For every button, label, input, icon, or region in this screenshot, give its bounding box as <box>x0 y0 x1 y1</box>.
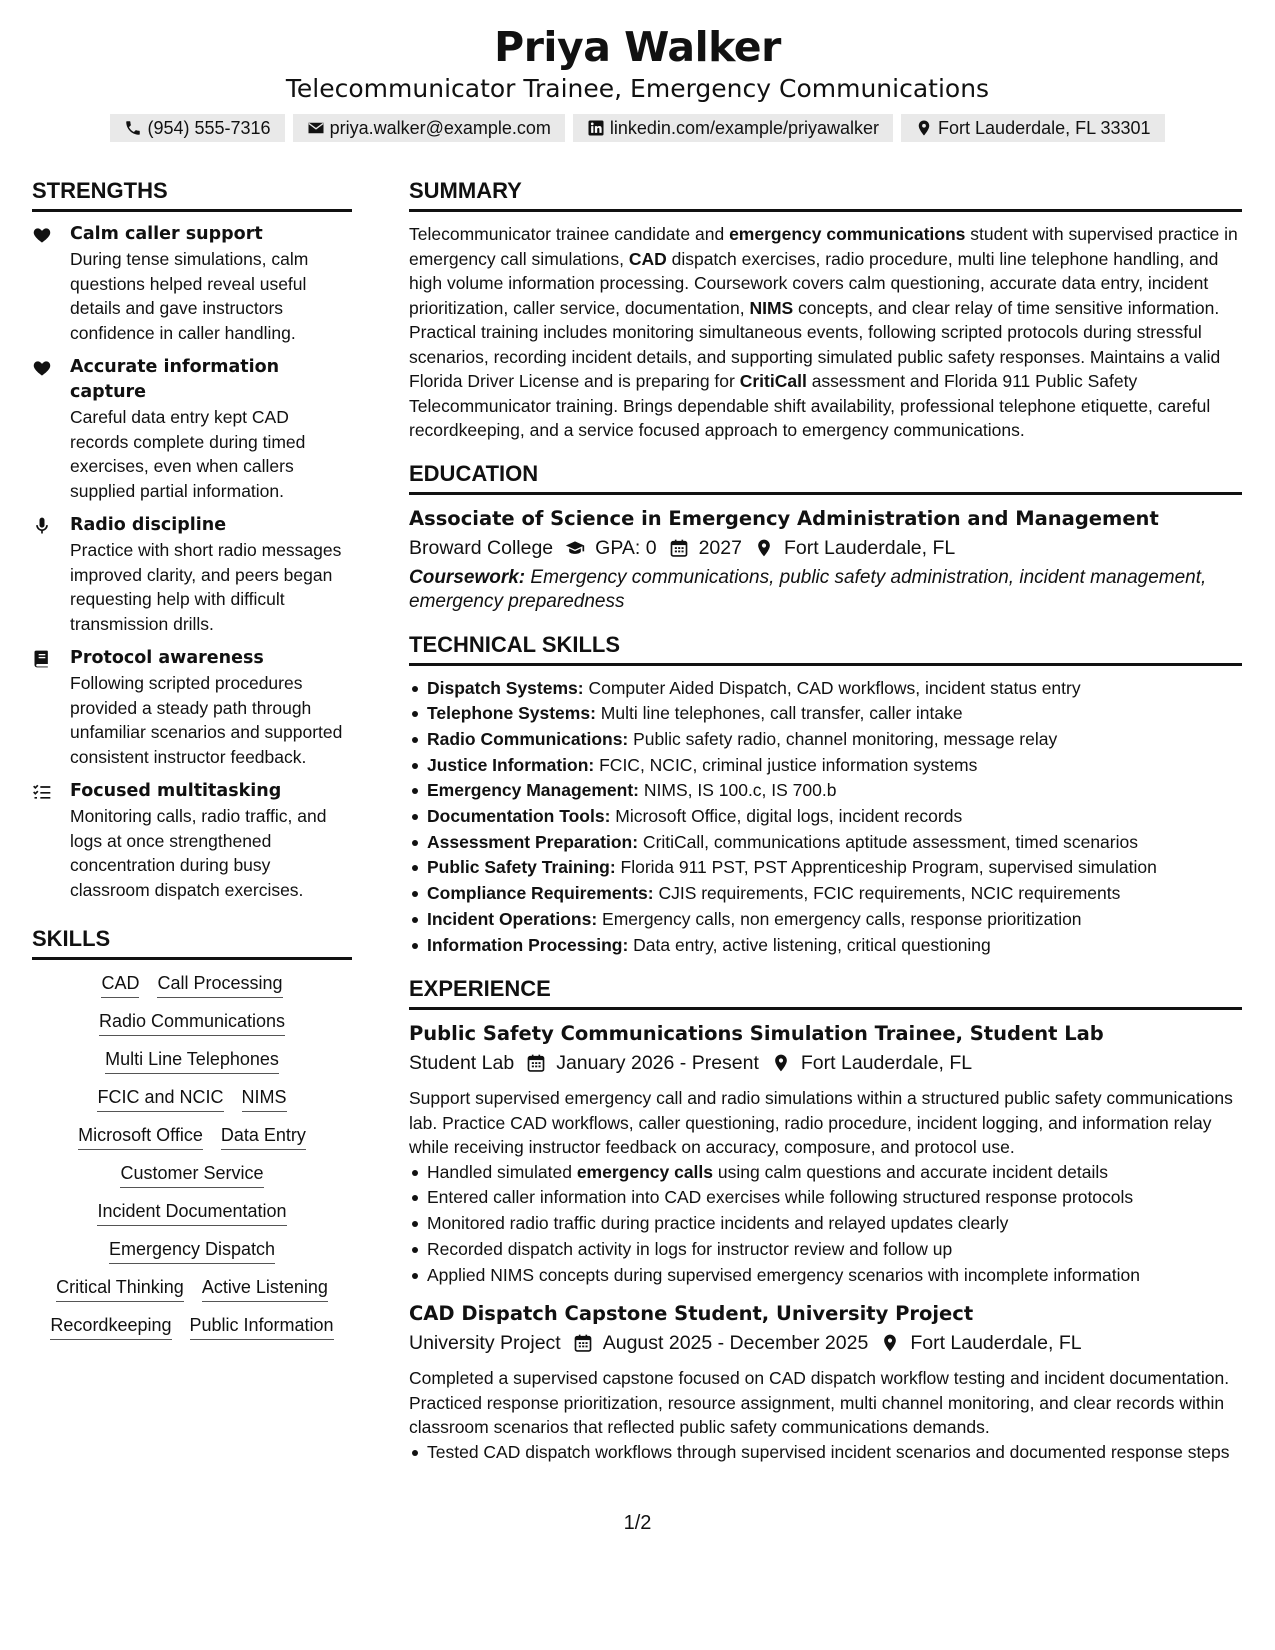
skill-row <box>32 1200 352 1226</box>
education-section <box>409 459 1242 614</box>
list-item: Information Processing: Data entry, active listening, critical questioning <box>409 933 1242 959</box>
job-meta <box>409 1048 1242 1078</box>
linkedin-contact[interactable] <box>573 114 893 142</box>
candidate-name: Priya Walker <box>494 23 781 71</box>
coursework: Coursework: Emergency communications, public safety administration, incident management, emergency preparedness <box>409 566 1207 612</box>
location-contact <box>901 114 1164 142</box>
graduation-cap-icon <box>565 538 585 558</box>
list-item: Tested CAD dispatch workflows through supervised incident scenarios and documented response steps <box>409 1440 1242 1466</box>
skill-row <box>32 1086 352 1112</box>
skill-tag: Radio Communications <box>99 1010 285 1036</box>
skill-tag: Microsoft Office <box>78 1124 203 1150</box>
gpa: GPA: 0 <box>595 536 657 559</box>
list-item: Telephone Systems: Multi line telephones, call transfer, caller intake <box>409 701 1242 727</box>
microphone-icon <box>32 516 52 536</box>
skill-tag: Critical Thinking <box>56 1276 184 1302</box>
education-meta <box>409 533 1242 563</box>
phone-contact[interactable] <box>110 114 284 142</box>
summary-heading: SUMMARY <box>409 176 1242 212</box>
list-item: Public Safety Training: Florida 911 PST, PST Apprenticeship Program, supervised simulation <box>409 855 1242 881</box>
candidate-title: Telecommunicator Trainee, Emergency Communications <box>285 74 990 103</box>
strength-item <box>32 513 352 636</box>
job-location: Fort Lauderdale, FL <box>800 1052 973 1075</box>
job-title: Public Safety Communications Simulation Trainee, Student Lab <box>409 1022 1104 1046</box>
location-icon <box>880 1333 900 1353</box>
list-item: Incident Operations: Emergency calls, non emergency calls, response prioritization <box>409 907 1242 933</box>
list-item: Justice Information: FCIC, NCIC, criminal justice information systems <box>409 753 1242 779</box>
strength-item <box>32 646 352 769</box>
strengths-list <box>32 222 352 902</box>
technical-skills-section <box>409 630 1242 959</box>
job-location: Fort Lauderdale, FL <box>910 1332 1082 1355</box>
location-icon <box>754 538 774 558</box>
location-text: Fort Lauderdale, FL 33301 <box>938 117 1151 138</box>
summary-text: Telecommunicator trainee candidate and emergency communications student with supervised practice in emergency call simulations, CAD dispatch exercises, radio procedure, multi line telephone handling, and high volume information processing. Coursework covers calm questioning, accurate data entry, incident prioritization, caller service, documentation, NIMS concepts, and clear relay of time sensitive information. Practical training includes monitoring simultaneous events, following scripted protocols during stressful scenarios, recording incident details, and supporting simulated public safety responses. Maintains a valid Florida Driver License and is preparing for CritiCall assessment and Florida 911 Public Safety Telecommunicator training. Brings dependable shift availability, professional telephone etiquette, careful recordkeeping, and a service focused approach to emergency communications. <box>409 224 1238 440</box>
calendar-icon <box>669 538 689 558</box>
location-icon <box>915 119 933 137</box>
job-entry <box>409 1300 1242 1465</box>
skill-tag: Multi Line Telephones <box>105 1048 279 1074</box>
strength-desc: Following scripted procedures provided a steady path through unfamiliar scenarios and supported consistent instructor feedback. <box>70 673 343 767</box>
skills-heading: SKILLS <box>32 924 352 960</box>
list-item: Compliance Requirements: CJIS requirements, FCIC requirements, NCIC requirements <box>409 881 1242 907</box>
skill-row <box>32 972 352 998</box>
job-description: Completed a supervised capstone focused on CAD dispatch workflow testing and incident documentation. Practiced response prioritization, resource assignment, multi channel monitoring, and clear records within classroom scenarios that reflected public safety communications demands. <box>409 1368 1230 1438</box>
job-dates: August 2025 - December 2025 <box>602 1332 869 1355</box>
technical-skills-heading: TECHNICAL SKILLS <box>409 630 1242 666</box>
job-org: Student Lab <box>409 1052 515 1075</box>
strength-title: Calm caller support <box>70 224 263 244</box>
job-entry <box>409 1020 1242 1288</box>
list-item: Entered caller information into CAD exercises while following structured response protocols <box>409 1185 1242 1211</box>
list-item: Applied NIMS concepts during supervised emergency scenarios with incomplete information <box>409 1263 1242 1289</box>
skills-section <box>32 924 352 1340</box>
skill-row <box>32 1162 352 1188</box>
book-icon <box>32 649 52 669</box>
strength-desc: During tense simulations, calm questions helped reveal useful details and gave instructors confidence in caller handling. <box>70 249 309 343</box>
list-item: Emergency Management: NIMS, IS 100.c, IS 700.b <box>409 778 1242 804</box>
email-icon <box>307 119 325 137</box>
technical-skills-list <box>409 676 1242 959</box>
strength-desc: Practice with short radio messages improved clarity, and peers began requesting help with difficult transmission drills. <box>70 540 342 634</box>
strength-item <box>32 779 352 902</box>
list-item: Assessment Preparation: CritiCall, communications aptitude assessment, timed scenarios <box>409 830 1242 856</box>
linkedin-text: linkedin.com/example/priyawalker <box>609 117 880 138</box>
resume-header <box>0 20 1275 142</box>
skill-tag: Emergency Dispatch <box>109 1238 275 1264</box>
skill-tag: CAD <box>101 972 139 998</box>
list-item: Monitored radio traffic during practice incidents and relayed updates clearly <box>409 1211 1242 1237</box>
summary-section <box>409 176 1242 443</box>
left-column <box>32 176 352 1348</box>
job-meta <box>409 1328 1242 1358</box>
strength-title: Radio discipline <box>70 515 227 535</box>
school-name: Broward College <box>409 536 554 559</box>
skill-row <box>32 1048 352 1074</box>
strength-title: Protocol awareness <box>70 648 264 668</box>
job-dates: January 2026 - Present <box>556 1052 759 1075</box>
education-heading: EDUCATION <box>409 459 1242 495</box>
skill-tag: Incident Documentation <box>97 1200 286 1226</box>
list-item: Recorded dispatch activity in logs for instructor review and follow up <box>409 1237 1242 1263</box>
job-bullets <box>409 1440 1242 1466</box>
heart-icon <box>32 225 52 245</box>
heart-icon <box>32 358 52 378</box>
job-title: CAD Dispatch Capstone Student, University Project <box>409 1302 974 1326</box>
right-column <box>409 176 1242 1481</box>
job-description: Support supervised emergency call and radio simulations within a structured public safety communications lab. Practice CAD workflows, caller questioning, radio procedure, incident logging, and information relay while receiving instructor feedback on accuracy, composure, and protocol use. <box>409 1088 1233 1158</box>
linkedin-icon <box>587 119 605 137</box>
skill-tag: NIMS <box>242 1086 287 1112</box>
list-item: Documentation Tools: Microsoft Office, digital logs, incident records <box>409 804 1242 830</box>
skill-tag: Call Processing <box>157 972 282 998</box>
strength-item <box>32 355 352 503</box>
skill-row <box>32 1010 352 1036</box>
skill-tag: Customer Service <box>120 1162 263 1188</box>
skill-tag: Recordkeeping <box>50 1314 171 1340</box>
page-number: 1/2 <box>623 1512 652 1534</box>
skill-row <box>32 1124 352 1150</box>
phone-icon <box>124 119 142 137</box>
graduation-year: 2027 <box>698 536 742 559</box>
skill-tag: Public Information <box>190 1314 334 1340</box>
list-item: Radio Communications: Public safety radio, channel monitoring, message relay <box>409 727 1242 753</box>
strength-item <box>32 222 352 345</box>
strength-desc: Careful data entry kept CAD records complete during timed exercises, even when callers supplied partial information. <box>70 407 306 501</box>
contact-row <box>0 114 1275 142</box>
calendar-icon <box>573 1333 593 1353</box>
list-item: Dispatch Systems: Computer Aided Dispatch, CAD workflows, incident status entry <box>409 676 1242 702</box>
experience-heading: EXPERIENCE <box>409 974 1242 1010</box>
location-icon <box>771 1053 791 1073</box>
strengths-heading: STRENGTHS <box>32 176 352 212</box>
degree-title: Associate of Science in Emergency Administration and Management <box>409 506 1159 530</box>
job-org: University Project <box>409 1332 561 1355</box>
school-location: Fort Lauderdale, FL <box>783 536 956 559</box>
checklist-icon <box>32 782 52 802</box>
skill-row <box>32 1276 352 1302</box>
skill-tag: Active Listening <box>202 1276 328 1302</box>
strength-title: Accurate information capture <box>70 357 280 402</box>
job-bullets <box>409 1160 1242 1289</box>
phone-text: (954) 555-7316 <box>147 117 271 138</box>
strength-desc: Monitoring calls, radio traffic, and logs at once strengthened concentration during busy classroom dispatch exercises. <box>70 806 327 900</box>
email-text: priya.walker@example.com <box>329 117 551 138</box>
experience-section <box>409 974 1242 1465</box>
skill-row <box>32 1314 352 1340</box>
calendar-icon <box>526 1053 546 1073</box>
skill-tag: Data Entry <box>221 1124 306 1150</box>
list-item: Handled simulated emergency calls using calm questions and accurate incident details <box>409 1160 1242 1186</box>
skill-row <box>32 1238 352 1264</box>
skill-tag: FCIC and NCIC <box>97 1086 223 1112</box>
email-contact[interactable] <box>293 114 565 142</box>
strength-title: Focused multitasking <box>70 781 282 801</box>
